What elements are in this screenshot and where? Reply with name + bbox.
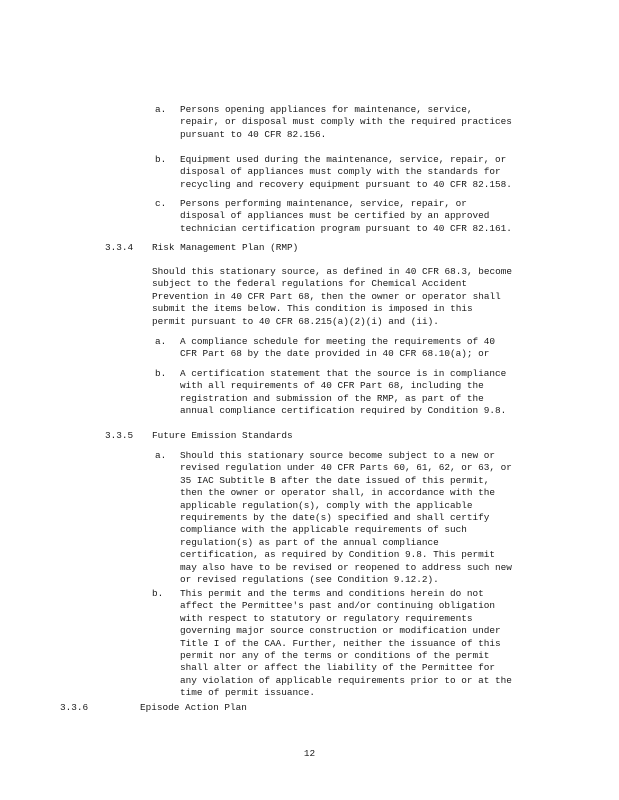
section-number-336: 3.3.6 bbox=[60, 702, 89, 713]
future-item-text-b: This permit and the terms and conditions herein do not affect the Permittee's past and/or continuing obligation with respect to statutory or regulatory requirements governing major source construction or modification under Title I of the CAA. Further, neither the issuance of this permit nor any of the terms or conditions of the permit shall alter or affect the liability of the Permittee for any violation of applicable requirements prior to or at the time of permit issuance. bbox=[180, 588, 512, 699]
item-label-c: c. bbox=[155, 198, 167, 209]
future-item-label-b: b. bbox=[152, 588, 164, 599]
rmp-item-label-a: a. bbox=[155, 336, 167, 347]
page-number: 12 bbox=[303, 748, 316, 759]
rmp-item-text-a: A compliance schedule for meeting the requirements of 40 CFR Part 68 by the date provided in 40 CFR 68.10(a); or bbox=[180, 336, 496, 360]
item-label-b: b. bbox=[155, 154, 167, 165]
future-item-text-a: Should this stationary source become subject to a new or revised regulation under 40 CFR Parts 60, 61, 62, or 63, or 35 IAC Subtitle B after the date issued of this permit, then the owner or operator shall, in accordance with the applicable regulation(s), comply with the applicable requirements by the date(s) specified and shall certify compliance with the applicable requirements of such regulation(s) as part of the annual compliance certification, as required by Condition 9.8. This permit may also have to be revised or reopened to address such new or revised regulations (see Condition 9.12.2). bbox=[180, 450, 512, 586]
item-text-b: Equipment used during the maintenance, service, repair, or disposal of appliances must comply with the standards for recycling and recovery equipment pursuant to 40 CFR 82.158. bbox=[180, 154, 512, 190]
rmp-item-label-b: b. bbox=[155, 368, 167, 379]
section-title-335: Future Emission Standards bbox=[152, 430, 293, 441]
item-text-c: Persons performing maintenance, service, repair, or disposal of appliances must be certified by an approved technician certification program pursuant to 40 CFR 82.161. bbox=[180, 198, 512, 234]
section-title-336: Episode Action Plan bbox=[140, 702, 247, 713]
section-title-334: Risk Management Plan (RMP) bbox=[152, 242, 299, 253]
section-number-334: 3.3.4 bbox=[105, 242, 134, 253]
section-number-335: 3.3.5 bbox=[105, 430, 134, 441]
item-label-a: a. bbox=[155, 104, 167, 115]
future-item-label-a: a. bbox=[155, 450, 167, 461]
rmp-item-text-b: A certification statement that the source is in compliance with all requirements of 40 CFR Part 68, including the registration and submission of the RMP, as part of the annual compliance certification required by Condition 9.8. bbox=[180, 368, 507, 417]
item-text-a: Persons opening appliances for maintenance, service, repair, or disposal must comply with the required practices pursuant to 40 CFR 82.156. bbox=[180, 104, 512, 140]
section-intro-334: Should this stationary source, as defined in 40 CFR 68.3, become subject to the federal regulations for Chemical Accident Prevention in 40 CFR Part 68, then the owner or operator shall submit the items below. This condition is imposed in this permit pursuant to 40 CFR 68.215(a)(2)(i) and (ii). bbox=[152, 266, 513, 327]
